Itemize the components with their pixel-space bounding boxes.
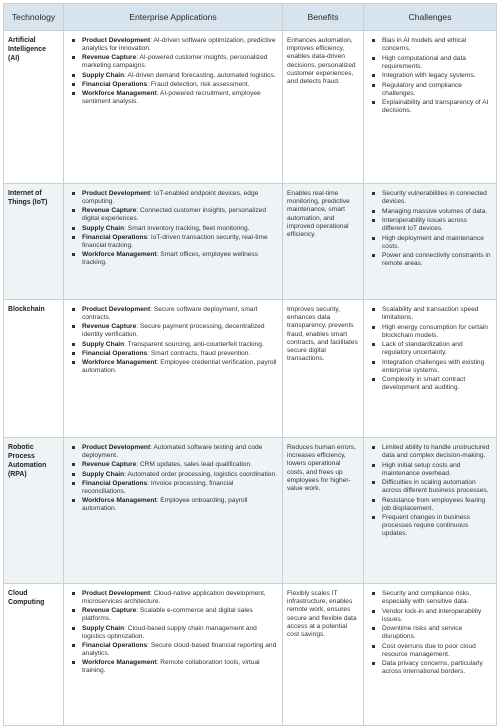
benefits-cell: Improves security, enhances data transparency, prevents fraud, enables smart contracts, and facilitates secure digital transactions. [283,300,364,438]
list-item: Security and compliance risks, especially with sensitive data. [368,590,492,606]
list-item [68,444,278,460]
applications-cell [64,300,283,438]
list-item: Integration with legacy systems. [368,72,492,80]
list-item: High computational and data requirements. [368,55,492,71]
application-label: Revenue Capture [82,461,137,469]
application-label: Supply Chain [82,470,125,478]
application-label: Financial Operations [82,641,148,649]
application-text: : Fraud detection, risk assessment. [147,81,250,89]
benefits-cell: Enhances automation, improves efficiency, enables data-driven decisions, personalized customer experiences, and detects fraud. [283,31,364,184]
technology-cell: Robotic Process Automation (RPA) [4,438,64,584]
list-item [68,207,278,223]
list-item: Limited ability to handle unstructured data and complex decision-making. [368,444,492,460]
application-text: : Secure software deployment, smart contracts. [82,306,258,321]
list-item [68,642,278,658]
list-item: Bias in AI models and ethical concerns. [368,37,492,53]
list-item [68,359,278,375]
application-text: : Remote collaboration tools, virtual training. [82,659,260,675]
list-item [68,72,278,80]
application-label: Revenue Capture [82,323,137,331]
application-label: Revenue Capture [82,607,137,615]
application-text: : Smart contracts, fraud prevention. [147,350,251,358]
applications-cell [64,184,283,300]
list-item [68,81,278,89]
list-item [68,471,278,479]
application-text: : Invoice processing, financial reconciliations. [82,480,234,496]
applications-cell [64,31,283,184]
challenges-cell [364,584,497,726]
list-item: Downtime risks and service disruptions. [368,625,492,641]
list-item: Frequent changes in business processes require continuous updates. [368,514,492,538]
application-label: Supply Chain [82,340,125,348]
application-text: : Scalable e-commerce and digital sales platforms. [82,607,253,623]
list-item: High energy consumption for certain blockchain models. [368,324,492,340]
list-item: Explainability and transparency of AI decisions. [368,99,492,115]
list-item: Interoperability issues across different IoT devices. [368,217,492,233]
application-label: Supply Chain [82,624,125,632]
list-item: Integration challenges with existing enterprise systems. [368,359,492,375]
application-text: : Employee onboarding, payroll automation. [82,497,248,513]
list-item: Vendor lock-in and interoperability issues. [368,608,492,624]
list-item [68,251,278,267]
application-text: : Smart offices, employee wellness tracking. [82,251,259,267]
table-row [4,300,497,438]
list-item: Difficulties in scaling automation across different business processes. [368,479,492,495]
application-text: : AI-driven software optimization, predictive analytics for innovation. [82,37,276,52]
table-row [4,438,497,584]
table-row [4,184,497,300]
application-text: : Automated order processing, logistics coordination. [124,470,277,478]
header-challenges: Challenges [364,4,497,31]
technology-cell: Artificial Intelligence (AI) [4,31,64,184]
application-label: Financial Operations [82,480,148,488]
header-technology: Technology [4,4,64,31]
list-item: Regulatory and compliance challenges. [368,82,492,98]
application-label: Supply Chain [82,224,125,232]
application-text: : CRM updates, sales lead qualification. [136,461,253,469]
table-row [4,584,497,726]
list-item [68,607,278,623]
technology-cell: Blockchain [4,300,64,438]
list-item: High initial setup costs and maintenance overhead. [368,462,492,478]
application-label: Financial Operations [82,81,148,89]
list-item: Security vulnerabilities in connected devices. [368,190,492,206]
application-text: : IoT-driven transaction security, real-time financial tracking. [82,234,268,249]
list-item [68,625,278,641]
application-label: Revenue Capture [82,207,137,215]
header-benefits: Benefits [283,4,364,31]
application-label: Workforce Management [82,659,157,667]
list-item [68,54,278,70]
table-row [4,31,497,184]
benefits-cell: Enables real-time monitoring, predictive maintenance, smart automation, and improved operational efficiency. [283,184,364,300]
application-text: : Employee credential verification, payroll automation. [82,359,277,375]
applications-cell [64,438,283,584]
application-label: Financial Operations [82,234,148,242]
application-text: : AI-driven demand forecasting, automated logistics. [124,71,276,79]
list-item [68,590,278,606]
application-text: : IoT-enabled endpoint devices, edge computing. [82,190,259,205]
application-text: : Smart inventory tracking, fleet monitoring. [124,224,250,232]
application-text: : Secure payment processing, decentralized identity verification. [82,323,265,339]
application-label: Revenue Capture [82,54,137,62]
application-label: Product Development [82,37,151,44]
list-item: Complexity in smart contract development and auditing. [368,376,492,392]
list-item [68,323,278,339]
application-label: Supply Chain [82,71,125,79]
list-item: High deployment and maintenance costs. [368,235,492,251]
application-text: : Transparent sourcing, anti-counterfeit tracking. [124,340,264,348]
applications-cell [64,584,283,726]
list-item: Data privacy concerns, particularly across international borders. [368,660,492,676]
application-text: : AI-powered recruitment, employee sentiment analysis. [82,90,261,106]
list-item [68,659,278,675]
application-label: Workforce Management [82,359,157,367]
application-label: Workforce Management [82,497,157,505]
list-item [68,341,278,349]
list-item [68,234,278,250]
application-text: : AI-powered customer insights, personalized marketing campaigns. [82,54,268,70]
application-text: : Automated software testing and code deployment. [82,444,263,459]
benefits-cell: Flexibly scales IT infrastructure, enables remote work, ensures secure and flexible data access at a potential cost savings. [283,584,364,726]
application-label: Financial Operations [82,350,148,358]
list-item: Lack of standardization and regulatory uncertainty. [368,341,492,357]
benefits-cell: Reduces human errors, increases efficiency, lowers operational costs, and frees up employees for higher-value work. [283,438,364,584]
list-item [68,190,278,206]
application-text: : Cloud-based supply chain management and logistics optimization. [82,624,257,640]
list-item: Resistance from employees fearing job displacement. [368,497,492,513]
challenges-cell [364,300,497,438]
list-item [68,225,278,233]
application-label: Product Development [82,306,151,313]
list-item [68,90,278,106]
application-text: : Cloud-native application development, microservices architecture. [82,590,266,605]
challenges-cell [364,31,497,184]
application-label: Workforce Management [82,90,157,98]
list-item: Power and connectivity constraints in remote areas. [368,252,492,268]
list-item [68,306,278,322]
technology-cell: Internet of Things (IoT) [4,184,64,300]
header-enterprise-applications: Enterprise Applications [64,4,283,31]
list-item [68,461,278,469]
application-label: Workforce Management [82,251,157,259]
application-text: : Connected customer insights, personalized digital experiences. [82,207,266,223]
list-item: Cost overruns due to poor cloud resource management. [368,643,492,659]
list-item [68,350,278,358]
application-label: Product Development [82,444,151,451]
list-item [68,497,278,513]
challenges-cell [364,438,497,584]
list-item [68,37,278,53]
challenges-cell [364,184,497,300]
technology-table [3,3,497,726]
list-item: Managing massive volumes of data. [368,208,492,216]
list-item [68,480,278,496]
header-row [4,4,497,31]
list-item: Scalability and transaction speed limitations. [368,306,492,322]
application-label: Product Development [82,590,151,597]
application-text: : Secure cloud-based financial reporting and analytics. [82,641,277,657]
application-label: Product Development [82,190,151,197]
technology-cell: Cloud Computing [4,584,64,726]
